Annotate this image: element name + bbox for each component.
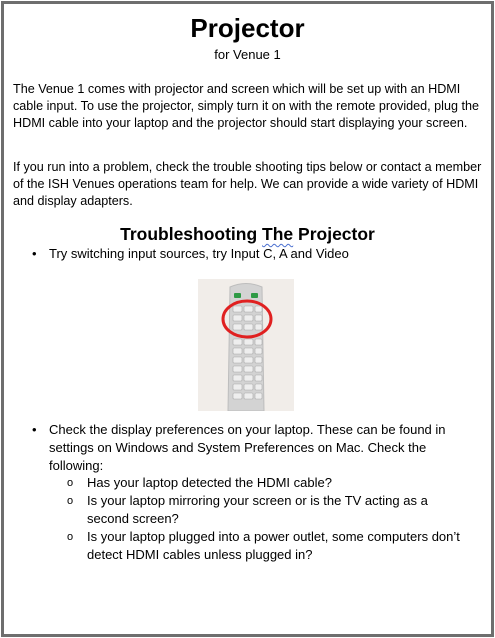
spellcheck-flagged-word: The: [262, 224, 294, 244]
sub-bullet-text: Is your laptop plugged into a power outlet, some computers don’t detect HDMI cables unless plugged in?: [87, 529, 460, 562]
section-heading: [0, 223, 495, 245]
page-subtitle: for Venue 1: [214, 47, 281, 62]
bullet-item: [32, 421, 484, 477]
sub-bullet-marker: o: [67, 495, 74, 507]
help-paragraph: If you run into a problem, check the trouble shooting tips below or contact a member of the ISH Venues operations team for help. We can provide a wide variety of HDMI and display adapters.: [13, 160, 482, 208]
sub-bullet-item: [67, 492, 467, 528]
bullet-marker: •: [32, 246, 37, 261]
section-heading-part-3: Projector: [293, 224, 375, 244]
sub-bullet-marker: o: [67, 531, 74, 543]
sub-bullet-item: [67, 528, 467, 564]
sub-bullet-item: [67, 474, 467, 492]
bullet-text: Check the display preferences on your laptop. These can be found in settings on Windows and System Preferences on Mac. Check the following:: [49, 422, 446, 473]
sub-bullet-text: Has your laptop detected the HDMI cable?: [87, 475, 332, 490]
bullet-text: Try switching input sources, try Input C, A and Video: [49, 246, 349, 261]
section-heading-part-1: Troubleshooting: [120, 224, 263, 244]
page-title: Projector: [190, 13, 305, 43]
bullet-marker: •: [32, 422, 37, 437]
sub-bullet-marker: o: [67, 477, 74, 489]
remote-control-photo: [198, 279, 294, 411]
sub-bullet-text: Is your laptop mirroring your screen or is the TV acting as a second screen?: [87, 493, 428, 526]
intro-paragraph: The Venue 1 comes with projector and screen which will be set up with an HDMI cable input. To use the projector, simply turn it on with the remote provided, plug the HDMI cable into your laptop and the projector should start displaying your screen.: [13, 82, 479, 130]
bullet-item: [32, 245, 472, 265]
